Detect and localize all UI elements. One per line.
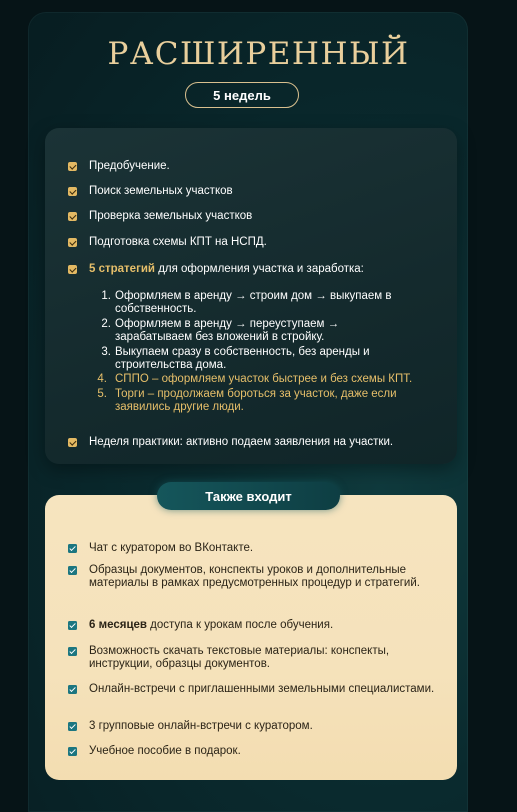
also-item: [68, 619, 438, 632]
also-item: [68, 720, 438, 733]
strategy-text: СППО – оформляем участок быстрее и без схемы КПТ.: [115, 373, 413, 386]
program-item: [68, 160, 170, 172]
teal-check-icon: [68, 647, 77, 656]
gold-check-icon: [68, 212, 77, 221]
gold-check-icon: [68, 187, 77, 196]
gold-check-icon: [68, 265, 77, 274]
strategy-item: [95, 373, 415, 386]
gold-check-icon: [68, 162, 77, 171]
program-item: [68, 185, 233, 197]
gold-check-icon: [68, 238, 77, 247]
also-item: [68, 683, 438, 696]
also-item-rest: Учебное пособие в подарок.: [89, 745, 241, 757]
also-included-panel: [45, 495, 457, 780]
teal-check-icon: [68, 722, 77, 731]
strategies-heading: [89, 263, 364, 275]
strategy-number: 3.: [101, 345, 111, 358]
program-item-text: Подготовка схемы КПТ на НСПД.: [89, 236, 267, 248]
teal-check-icon: [68, 544, 77, 553]
strategy-text: Оформляем в аренду → переуступаем → зарабатываем без вложений в стройку.: [115, 317, 340, 344]
duration-badge: 5 недель: [185, 82, 299, 108]
also-item-text: [89, 619, 333, 632]
also-item-rest: доступа к урокам после обучения.: [146, 619, 334, 631]
program-item: [68, 210, 252, 222]
also-item-text: [89, 564, 438, 591]
strategy-number: 5.: [97, 387, 107, 400]
strategies-count: 5 стратегий: [89, 263, 155, 275]
program-item-text: Проверка земельных участков: [89, 210, 253, 222]
teal-check-icon: [68, 621, 77, 630]
strategy-item: [95, 346, 415, 373]
strategies-list: [95, 290, 415, 416]
strategies-heading-rest: для оформления участка и заработка:: [155, 263, 364, 275]
also-item-rest: 3 групповые онлайн-встречи с куратором.: [89, 720, 313, 732]
program-item-strategies: [68, 263, 364, 275]
strategy-text: Выкупаем сразу в собственность, без аренды и строительства дома.: [115, 345, 370, 372]
also-item: [68, 745, 438, 758]
gold-check-icon: [68, 438, 77, 447]
also-item-bold: 6 месяцев: [89, 619, 147, 631]
strategy-number: 2.: [101, 317, 111, 330]
also-item: [68, 645, 438, 672]
also-included-label: Также входит: [157, 482, 340, 510]
strategy-item: [95, 318, 415, 345]
also-item-rest: Чат с куратором во ВКонтакте.: [89, 542, 254, 554]
strategy-number: 4.: [97, 373, 107, 386]
also-item-text: [89, 645, 438, 672]
teal-check-icon: [68, 566, 77, 575]
strategy-item: [95, 290, 415, 317]
strategy-text: Оформляем в аренду → строим дом → выкупаем в собственность.: [115, 290, 392, 316]
teal-check-icon: [68, 747, 77, 756]
also-item: [68, 564, 438, 591]
also-item-text: [89, 542, 253, 555]
program-item-text: Неделя практики: активно подаем заявления на участки.: [89, 436, 394, 448]
program-item-text: Предобучение.: [89, 160, 170, 172]
teal-check-icon: [68, 685, 77, 694]
program-item-text: Поиск земельных участков: [89, 185, 233, 197]
also-item-text: [89, 745, 241, 758]
also-item-text: [89, 720, 313, 733]
strategy-number: 1.: [101, 290, 111, 302]
strategy-item: [95, 388, 415, 415]
program-item-practice: [68, 436, 393, 448]
program-item: [68, 236, 267, 248]
also-item-text: [89, 683, 434, 696]
also-item-rest: Образцы документов, конспекты уроков и дополнительные материалы в рамках предусмотренных процедур и стратегий.: [89, 564, 420, 590]
also-item-rest: Онлайн-встречи с приглашенными земельными специалистами.: [89, 683, 435, 695]
tariff-title: РАСШИРЕННЫЙ: [107, 36, 410, 72]
also-item: [68, 542, 438, 555]
strategy-text: Торги – продолжаем бороться за участок, даже если заявились другие люди.: [115, 387, 397, 414]
also-item-rest: Возможность скачать текстовые материалы: конспекты, инструкции, образцы документов.: [89, 645, 390, 671]
